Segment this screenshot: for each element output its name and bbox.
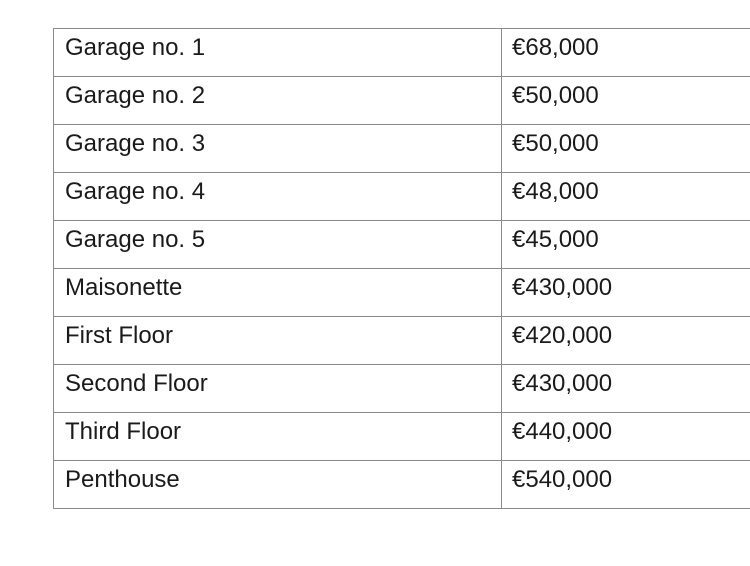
table-row <box>54 125 750 173</box>
unit-name-cell: Garage no. 2 <box>54 77 502 125</box>
unit-name-cell: Garage no. 3 <box>54 125 502 173</box>
table-row <box>54 413 750 461</box>
unit-name-cell: Garage no. 5 <box>54 221 502 269</box>
price-table <box>53 28 750 509</box>
table-row <box>54 221 750 269</box>
price-cell: €68,000 <box>502 29 750 77</box>
table-row <box>54 269 750 317</box>
price-cell: €440,000 <box>502 413 750 461</box>
unit-name-cell: First Floor <box>54 317 502 365</box>
price-cell: €540,000 <box>502 461 750 509</box>
table-row <box>54 77 750 125</box>
price-cell: €430,000 <box>502 269 750 317</box>
table-row <box>54 173 750 221</box>
price-cell: €50,000 <box>502 125 750 173</box>
unit-name-cell: Maisonette <box>54 269 502 317</box>
unit-name-cell: Garage no. 4 <box>54 173 502 221</box>
unit-name-cell: Third Floor <box>54 413 502 461</box>
table-row <box>54 461 750 509</box>
unit-name-cell: Second Floor <box>54 365 502 413</box>
price-cell: €45,000 <box>502 221 750 269</box>
price-cell: €430,000 <box>502 365 750 413</box>
table-row <box>54 317 750 365</box>
price-cell: €48,000 <box>502 173 750 221</box>
unit-name-cell: Penthouse <box>54 461 502 509</box>
price-cell: €420,000 <box>502 317 750 365</box>
price-cell: €50,000 <box>502 77 750 125</box>
table-row <box>54 365 750 413</box>
table-row <box>54 29 750 77</box>
unit-name-cell: Garage no. 1 <box>54 29 502 77</box>
